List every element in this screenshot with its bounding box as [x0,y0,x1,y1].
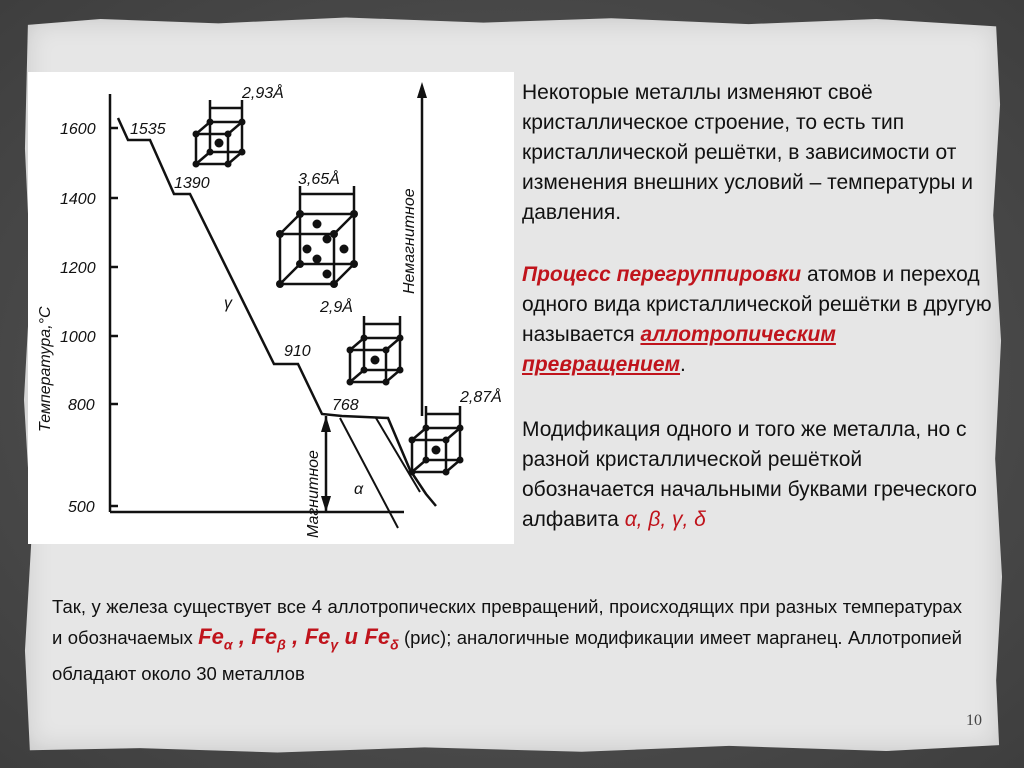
separator: , [285,624,305,649]
page-number: 10 [966,712,982,729]
fe-gamma: $Fe_\gamma$ [304,624,339,653]
fe-delta: $Fe_\delta$ [364,624,399,653]
point-768: 768 [332,397,359,414]
magnetic-label: Магнитное [305,450,322,538]
iron-text-2: (рис); аналогичные модификации имеет марганец. Аллотропией обладают около 30 металлов [52,627,963,685]
fe-alpha: $Fe_\alpha$ [198,624,233,653]
lattice-param-1: 2,93Å [242,85,284,102]
paragraph-modification [522,415,1000,535]
paragraph-iron [52,592,962,689]
separator: и [338,624,365,649]
paragraph-definition [522,260,1000,380]
definition-end: . [680,353,686,376]
paragraph-intro: Некоторые металлы изменяют своё кристаллическое строение, то есть тип кристаллической решётки, в зависимости от изменения внешних условий – температуры и давления. [522,81,974,224]
lattice-param-4: 2,87Å [460,389,502,406]
modification-text: Модификация одного и того же металла, но с разной кристаллической решёткой обозначается начальными буквами греческого алфавита [522,418,977,531]
definition-text: атомов и переход одного вида кристаллической решётки в другую называется [522,263,992,346]
separator: , [232,624,252,649]
term-allotropic: аллотропическим превращением [522,323,836,376]
nonmagnetic-label: Немагнитное [401,188,418,294]
phase-gamma: γ [224,295,232,312]
diagram-svg [28,72,514,544]
term-regrouping: Процесс перегруппировки [522,263,802,286]
y-tick-1200: 1200 [60,260,96,277]
iron-cooling-diagram [28,72,514,544]
y-tick-1400: 1400 [60,191,96,208]
y-axis-title: Температура,°C [37,306,54,432]
lattice-param-2: 3,65Å [298,171,340,188]
y-tick-1600: 1600 [60,121,96,138]
point-1535: 1535 [130,121,166,138]
greek-letters: α, β, γ, δ [624,508,706,531]
y-tick-500: 500 [68,499,95,516]
y-tick-800: 800 [68,397,95,414]
point-1390: 1390 [174,175,210,192]
fe-beta: $Fe_\beta$ [251,624,286,653]
cooling-curve [118,118,436,506]
iron-text-1: Так, у железа существует все 4 аллотропических превращений, происходящих при разных температурах и обозначаемых [52,596,962,648]
point-910: 910 [284,343,311,360]
lattice-param-3: 2,9Å [320,299,353,316]
y-tick-1000: 1000 [60,329,96,346]
phase-alpha: α [354,481,364,498]
